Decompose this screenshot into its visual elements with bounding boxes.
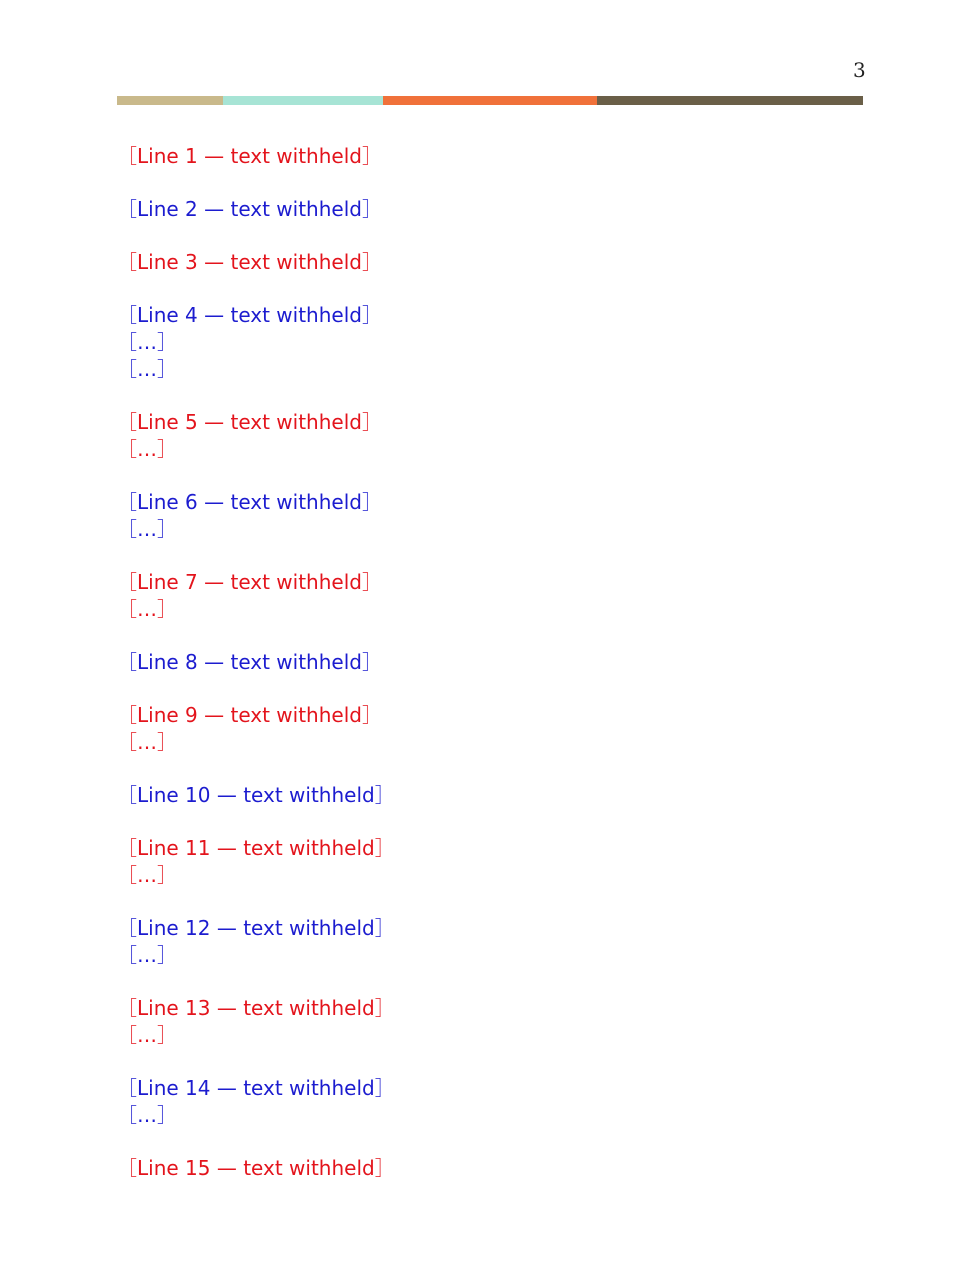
dialogue-paragraph (117, 302, 862, 383)
dialogue-line: ［Line 11 — text withheld］ (117, 836, 395, 860)
dialogue-line: ［…］ (117, 330, 177, 354)
dialogue-line: ［Line 10 — text withheld］ (117, 783, 395, 807)
dialogue-line: ［…］ (117, 1103, 177, 1127)
dialogue-line: ［Line 12 — text withheld］ (117, 916, 395, 940)
dialogue-paragraph (117, 143, 862, 170)
page-number: 3 (853, 58, 866, 82)
dialogue-paragraph (117, 1075, 862, 1129)
dialogue-line: ［Line 7 — text withheld］ (117, 570, 382, 594)
dialogue-line: ［…］ (117, 1023, 177, 1047)
dialogue-line: ［Line 13 — text withheld］ (117, 996, 395, 1020)
dialogue-paragraph (117, 569, 862, 623)
dialogue-line: ［…］ (117, 943, 177, 967)
dialogue-line: ［Line 4 — text withheld］ (117, 303, 382, 327)
dialogue-line: ［Line 14 — text withheld］ (117, 1076, 395, 1100)
dialogue-line: ［…］ (117, 357, 177, 381)
bar-segment (383, 96, 597, 105)
dialogue-paragraph (117, 409, 862, 463)
dialogue-line: ［Line 2 — text withheld］ (117, 197, 382, 221)
dialogue-paragraph (117, 995, 862, 1049)
dialogue-paragraph (117, 249, 862, 276)
dialogue-line: ［…］ (117, 863, 177, 887)
dialogue-line: ［Line 3 — text withheld］ (117, 250, 382, 274)
dialogue-paragraph (117, 835, 862, 889)
dialogue-line: ［Line 9 — text withheld］ (117, 703, 382, 727)
dialogue-line: ［Line 8 — text withheld］ (117, 650, 382, 674)
bar-segment (117, 96, 223, 105)
dialogue-line: ［Line 15 — text withheld］ (117, 1156, 395, 1180)
dialogue-line: ［Line 1 — text withheld］ (117, 144, 382, 168)
dialogue-paragraph (117, 915, 862, 969)
header-color-bar (117, 96, 863, 105)
dialogue-paragraph (117, 702, 862, 756)
dialogue-line: ［…］ (117, 437, 177, 461)
dialogue-line: ［…］ (117, 730, 177, 754)
dialogue-line: ［…］ (117, 517, 177, 541)
document-body (117, 143, 862, 1208)
dialogue-line: ［…］ (117, 597, 177, 621)
dialogue-line: ［Line 5 — text withheld］ (117, 410, 382, 434)
dialogue-paragraph (117, 196, 862, 223)
bar-segment (223, 96, 383, 105)
dialogue-paragraph (117, 782, 862, 809)
bar-segment (597, 96, 863, 105)
dialogue-paragraph (117, 649, 862, 676)
dialogue-line: ［Line 6 — text withheld］ (117, 490, 382, 514)
dialogue-paragraph (117, 489, 862, 543)
dialogue-paragraph (117, 1155, 862, 1182)
